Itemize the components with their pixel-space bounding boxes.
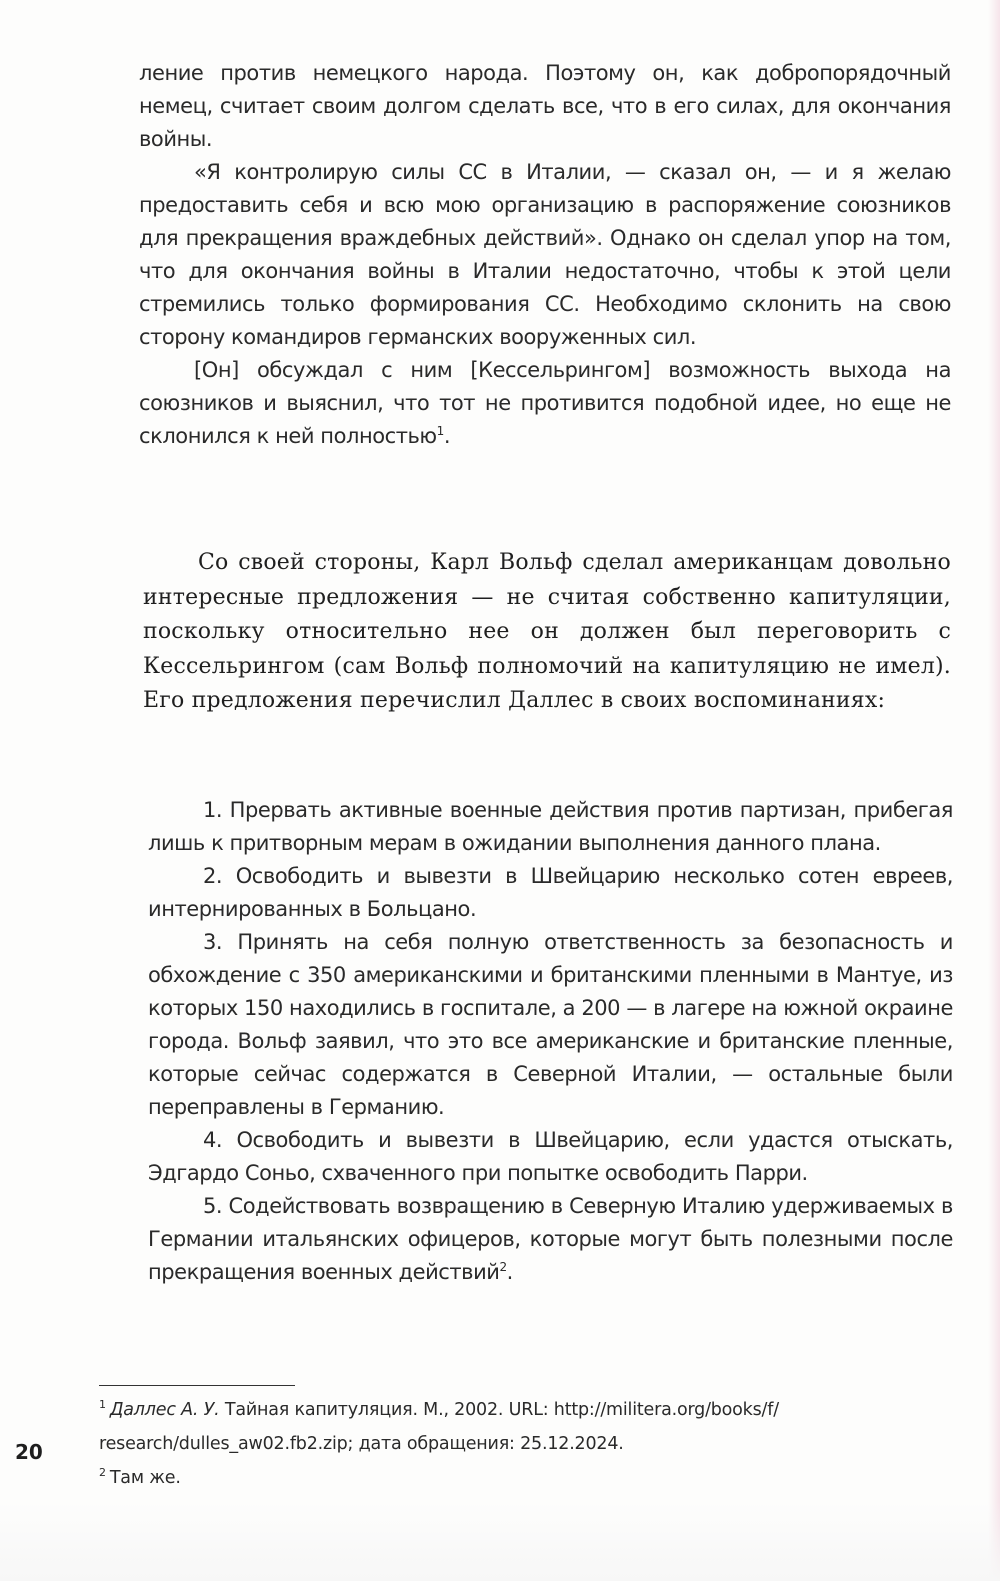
page-edge-tint	[988, 0, 1000, 1581]
footnote-number: 1	[99, 1398, 106, 1412]
footnote-author: Даллес А. У.	[109, 1400, 220, 1420]
proposal-item: 2. Освободить и вывезти в Швейцарию несколько сотен евреев, интернированных в Больцано.	[148, 864, 953, 921]
proposal-item: 4. Освободить и вывезти в Швейцарию, если удастся отыскать, Эдгардо Соньо, схваченного при попытке освободить Парри.	[148, 1128, 953, 1185]
quote-paragraph-with-footnote	[139, 354, 951, 453]
footnote-text: Тайная капитуляция. М., 2002. URL: http://militera.org/books/f/	[219, 1400, 779, 1420]
quote-paragraph-continuation: ление против немецкого народа. Поэтому он, как добропорядочный немец, считает своим долгом сделать все, что в его силах, для окончания войны.	[139, 61, 951, 151]
footnote-number: 2	[99, 1466, 106, 1480]
quote-paragraph-text: [Он] обсуждал с ним [Кессельрингом] возможность выхода на союзников и выяснил, что тот не противится подобной идее, но еще не склонился к ней полностью	[139, 358, 951, 448]
footnote-1	[99, 1393, 959, 1427]
quote-paragraph-text: «Я контролирую силы СС в Италии, — сказал он, — и я желаю предоставить себя и всю мою организацию в распоряжение союзников для прекращения враждебных действий». Однако он сделал упор на том, что для окончания войны в Италии недостаточно, чтобы к этой цели стремились только формирования СС. Необходимо склонить на свою сторону командиров германских вооруженных сил.	[139, 160, 951, 349]
quotation-block	[139, 57, 951, 453]
proposal-item-with-footnote	[148, 1190, 953, 1289]
footnote-text: Там же.	[109, 1468, 181, 1488]
sentence-end: .	[443, 424, 451, 448]
footnote-2	[99, 1461, 959, 1495]
footnote-reference: 2	[499, 1260, 507, 1274]
body-paragraph: Со своей стороны, Карл Вольф сделал американцам довольно интересные предложения — не считая собственно капитуляции, поскольку относительно нее он должен был переговорить с Кессельрингом (сам Вольф полномочий на капитуляцию не имел). Его предложения перечислил Даллес в своих воспоминаниях:	[143, 550, 951, 713]
footnote-divider	[99, 1385, 295, 1386]
footnote-1-continuation: research/dulles_aw02.fb2.zip; дата обращения: 25.12.2024.	[99, 1434, 624, 1454]
proposal-item: 3. Принять на себя полную ответственность за безопасность и обхождение с 350 американскими и британскими пленными в Мантуе, из которых 150 находились в госпитале, а 200 — в лагере на южной окраине города. Вольф заявил, что это все американские и британские пленные, которые сейчас содержатся в Северной Италии, — остальные были переправлены в Германию.	[148, 930, 953, 1119]
footnotes	[99, 1393, 959, 1495]
proposal-item-text: 5. Содействовать возвращению в Северную Италию удерживаемых в Германии итальянских офицеров, которые могут быть полезными после прекращения военных действий	[148, 1194, 953, 1284]
page-number: 20	[15, 1440, 43, 1464]
quote-paragraph	[139, 156, 951, 354]
proposals-list	[148, 794, 953, 1289]
proposal-item: 1. Прервать активные военные действия против партизан, прибегая лишь к притворным мерам в ожидании выполнения данного плана.	[148, 798, 953, 855]
body-paragraph-block	[143, 546, 951, 719]
footnote-reference: 1	[436, 424, 444, 438]
page-bottom-shade	[0, 1501, 1000, 1581]
sentence-end: .	[506, 1260, 513, 1284]
